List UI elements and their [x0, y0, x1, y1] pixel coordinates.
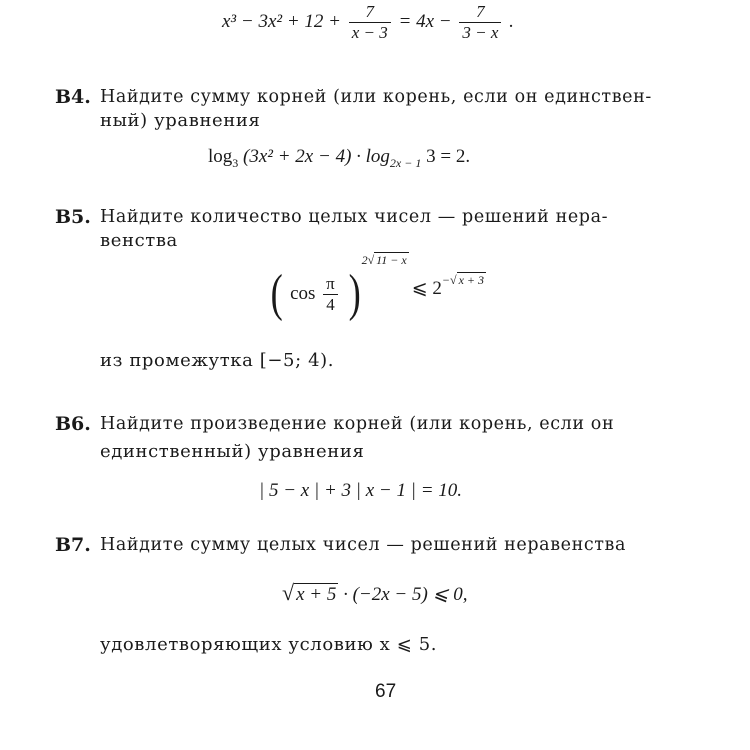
b5-right-sqrt-sign: √	[450, 273, 457, 288]
b5-pi-over-4	[323, 274, 338, 315]
b4-eq-end: 3 = 2.	[426, 146, 471, 167]
b7-sqrt-sign: √	[282, 580, 295, 605]
frac1-numerator: 7	[349, 2, 391, 23]
top-eq-fraction-1	[349, 2, 391, 43]
b5-exp-sqrt-sign: √	[367, 253, 375, 268]
b4-text-line1: Найдите сумму корней (или корень, если он единствен-	[100, 87, 652, 107]
b4-text-line2: ный) уравнения	[100, 110, 261, 131]
frac2-numerator: 7	[459, 2, 501, 23]
b5-right-paren: )	[348, 265, 361, 322]
top-eq-mid: = 4x −	[398, 10, 452, 32]
b5-exp-coef: 2	[361, 253, 368, 268]
b5-cos: cos	[290, 283, 316, 304]
b4-log1-base: 3	[232, 155, 239, 170]
top-eq-fraction-2	[459, 2, 501, 43]
b5-exp-radicand: 11 − x	[376, 253, 407, 268]
b7-condition: удовлетворяющих условию x ⩽ 5.	[100, 634, 438, 655]
b6-text-line2: единственный) уравнения	[100, 441, 365, 462]
b5-left-paren: (	[270, 265, 283, 322]
b4-argument: (3x² + 2x − 4) · log	[243, 146, 390, 167]
b5-leq-two: ⩽ 2	[411, 278, 442, 300]
page-number: 67	[375, 681, 397, 702]
b5-left-exponent	[362, 253, 412, 267]
b7-text-line1: Найдите сумму целых чисел — решений неравенства	[100, 535, 627, 555]
b7-inequality	[282, 580, 468, 606]
b5-pi: π	[323, 274, 338, 295]
b5-inequality	[268, 253, 492, 322]
b6-equation: | 5 − x | + 3 | x − 1 | = 10.	[259, 480, 463, 501]
frac2-denominator: 3 − x	[462, 23, 499, 42]
frac1-denominator: x − 3	[351, 23, 388, 42]
b5-text-line2: венства	[100, 230, 178, 251]
problem-label-b6: В6.	[55, 413, 91, 435]
b4-log2-base: 2x − 1	[389, 155, 422, 170]
top-eq-lhs: x³ − 3x² + 12 +	[222, 10, 341, 32]
b5-exp-minus: −	[441, 273, 450, 288]
b5-interval: из промежутка [−5; 4).	[100, 350, 335, 371]
b5-right-radicand: x + 3	[458, 273, 485, 288]
b5-four: 4	[326, 294, 335, 314]
top-eq-end: .	[509, 10, 514, 32]
b5-right-side	[411, 273, 486, 300]
problem-label-b7: В7.	[55, 534, 91, 556]
b6-text-line1: Найдите произведение корней (или корень, если он	[100, 414, 615, 434]
problem-label-b4: В4.	[55, 86, 91, 108]
top-equation	[222, 2, 514, 43]
b4-log1: log	[208, 146, 233, 167]
b7-rest: · (−2x − 5) ⩽ 0,	[343, 584, 468, 605]
b7-radicand: x + 5	[296, 584, 337, 605]
b5-right-exponent	[442, 273, 486, 287]
b5-text-line1: Найдите количество целых чисел — решений нера-	[100, 207, 609, 227]
b4-equation	[208, 146, 470, 168]
problem-label-b5: В5.	[55, 206, 91, 228]
